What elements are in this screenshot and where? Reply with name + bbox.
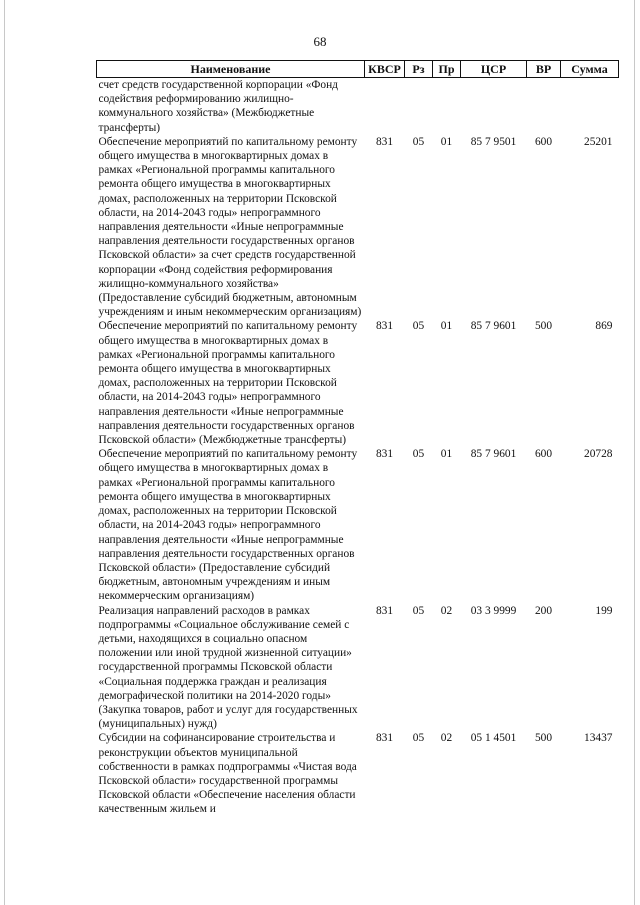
cell-vr: 600 [534, 448, 553, 461]
cell-vr: 600 [534, 135, 553, 148]
cell-sum: 13437 [584, 732, 613, 745]
page-number: 68 [313, 34, 327, 49]
cell-csr: 05 1 4501 [470, 732, 517, 745]
table-header-row [97, 61, 619, 78]
cell-csr: 03 3 9999 [470, 604, 517, 617]
cell-kvsr: 831 [375, 732, 394, 745]
cell-pr: 02 [440, 604, 453, 617]
cell-kvsr: 831 [375, 320, 394, 333]
table-row [97, 78, 619, 135]
cell-pr: 01 [440, 320, 453, 333]
header-rz: Рз [405, 61, 433, 78]
cell-sum: 25201 [584, 135, 613, 148]
cell-rz: 05 [412, 135, 425, 148]
table-row [97, 447, 619, 603]
cell-sum [561, 78, 619, 135]
cell-vr: 500 [534, 320, 553, 333]
cell-name: счет средств государственной корпорации «Фонд содействия реформированию жилищно-коммунального хозяйства» (Межбюджетные трансферты) [98, 79, 338, 134]
header-name: Наименование [97, 61, 365, 78]
cell-vr [527, 78, 561, 135]
table-row [97, 319, 619, 447]
cell-rz: 05 [412, 732, 425, 745]
header-pr: Пр [433, 61, 461, 78]
table-row [97, 135, 619, 320]
cell-pr: 01 [440, 135, 453, 148]
header-csr: ЦСР [461, 61, 527, 78]
table-row [97, 604, 619, 732]
cell-csr: 85 7 9501 [470, 135, 517, 148]
cell-rz: 05 [412, 604, 425, 617]
budget-table [96, 60, 619, 817]
cell-kvsr: 831 [375, 135, 394, 148]
header-vr: ВР [527, 61, 561, 78]
cell-csr: 85 7 9601 [470, 448, 517, 461]
cell-name: Субсидии на софинансирование строительства и реконструкции объектов муниципальной собственности в рамках подпрограммы «Чистая вода Псковской области» государственной программы Псковской области «Обеспечение населения области качественным жильем и [98, 732, 357, 816]
header-sum: Сумма [561, 61, 619, 78]
cell-pr: 02 [440, 732, 453, 745]
cell-vr: 200 [534, 604, 553, 617]
cell-csr: 85 7 9601 [470, 320, 517, 333]
cell-rz [405, 78, 433, 135]
cell-name: Обеспечение мероприятий по капитальному ремонту общего имущества в многоквартирных домах в рамках «Региональной программы капитального ремонта общего имущества в многоквартирных домах, расположенных на территории Псковской области, на 2014-2043 годы» непрограммного направления деятельности «Иные непрограммные направления деятельности государственных органов Псковской области» (Предоставление субсидий бюджетным, автономным учреждениям и иным некоммерческим организациям) [98, 448, 358, 603]
scan-edge-right [634, 0, 635, 905]
cell-rz: 05 [412, 448, 425, 461]
scan-edge-left [4, 0, 5, 905]
cell-vr: 500 [534, 732, 553, 745]
cell-sum: 199 [595, 604, 613, 617]
cell-name: Обеспечение мероприятий по капитальному ремонту общего имущества в многоквартирных домах в рамках «Региональной программы капитального ремонта общего имущества в многоквартирных домах, расположенных на территории Псковской области, на 2014-2043 годы» непрограммного направления деятельности «Иные непрограммные направления деятельности государственных органов Псковской области» (Межбюджетные трансферты) [98, 320, 358, 447]
cell-name: Обеспечение мероприятий по капитальному ремонту общего имущества в многоквартирных домах в рамках «Региональной программы капитального ремонта общего имущества в многоквартирных домах, расположенных на территории Псковской области, на 2014-2043 годы» непрограммного направления деятельности «Иные непрограммные направления деятельности государственных органов Псковской области» за счет средств государственной корпорации «Фонд содействия реформирования жилищно-коммунального хозяйства» (Предоставление субсидий бюджетным, автономным учреждениям и иным некоммерческим организациям) [98, 135, 362, 319]
cell-sum: 869 [595, 320, 613, 333]
table-row [97, 731, 619, 816]
cell-pr: 01 [440, 448, 453, 461]
cell-sum: 20728 [584, 448, 613, 461]
cell-kvsr: 831 [375, 604, 394, 617]
cell-csr [461, 78, 527, 135]
cell-rz: 05 [412, 320, 425, 333]
cell-pr [433, 78, 461, 135]
cell-kvsr [365, 78, 405, 135]
header-kvsr: КВСР [365, 61, 405, 78]
cell-name: Реализация направлений расходов в рамках подпрограммы «Социальное обслуживание семей с детьми, находящихся в социально опасном положении или иной трудной жизненной ситуации» государственной программы Псковской области «Социальная поддержка граждан и реализация демографической политики на 2014-2020 годы» (Закупка товаров, работ и услуг для государственных (муниципальных) нужд) [98, 604, 358, 731]
cell-kvsr: 831 [375, 448, 394, 461]
